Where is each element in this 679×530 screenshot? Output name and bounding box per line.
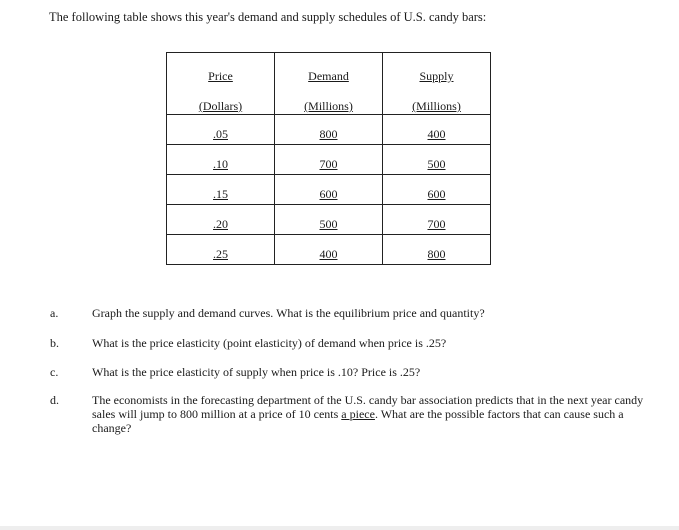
cell-price: .15: [167, 175, 275, 205]
question-letter: b.: [50, 336, 59, 350]
cell-price: .05: [167, 115, 275, 145]
cell-supply: 700: [383, 205, 491, 235]
table-row: [167, 175, 491, 205]
intro-text: The following table shows this year's demand and supply schedules of U.S. candy bars:: [49, 10, 487, 24]
cell-demand: 800: [275, 115, 383, 145]
cell-supply: 800: [383, 235, 491, 265]
cell-price: .25: [167, 235, 275, 265]
header-supply: Supply (Millions): [383, 53, 491, 115]
header-demand: Demand (Millions): [275, 53, 383, 115]
table-header-row: [167, 53, 491, 115]
header-price: Price (Dollars): [167, 53, 275, 115]
question-text: What is the price elasticity (point elasticity) of demand when price is .25?: [92, 336, 447, 350]
table-row: [167, 115, 491, 145]
table-row: [167, 145, 491, 175]
question-text: The economists in the forecasting department of the U.S. candy bar association predicts that in the next year candy sales will jump to 800 million at a price of 10 cents a piece. What are the possible factors that can cause such a change?: [92, 393, 644, 435]
cell-demand: 500: [275, 205, 383, 235]
cell-demand: 600: [275, 175, 383, 205]
question-letter: d.: [50, 393, 59, 407]
underlined-phrase: a piece: [341, 407, 375, 421]
schedule-table: [166, 52, 491, 265]
cell-price: .20: [167, 205, 275, 235]
question-letter: a.: [50, 306, 59, 320]
cell-supply: 600: [383, 175, 491, 205]
question-text: What is the price elasticity of supply when price is .10? Price is .25?: [92, 365, 421, 379]
table-row: [167, 205, 491, 235]
cell-demand: 400: [275, 235, 383, 265]
question-text: Graph the supply and demand curves. What is the equilibrium price and quantity?: [92, 306, 485, 320]
cell-supply: 500: [383, 145, 491, 175]
cell-supply: 400: [383, 115, 491, 145]
cell-demand: 700: [275, 145, 383, 175]
table-row: [167, 235, 491, 265]
question-letter: c.: [50, 365, 59, 379]
bottom-divider: [0, 526, 679, 530]
cell-price: .10: [167, 145, 275, 175]
